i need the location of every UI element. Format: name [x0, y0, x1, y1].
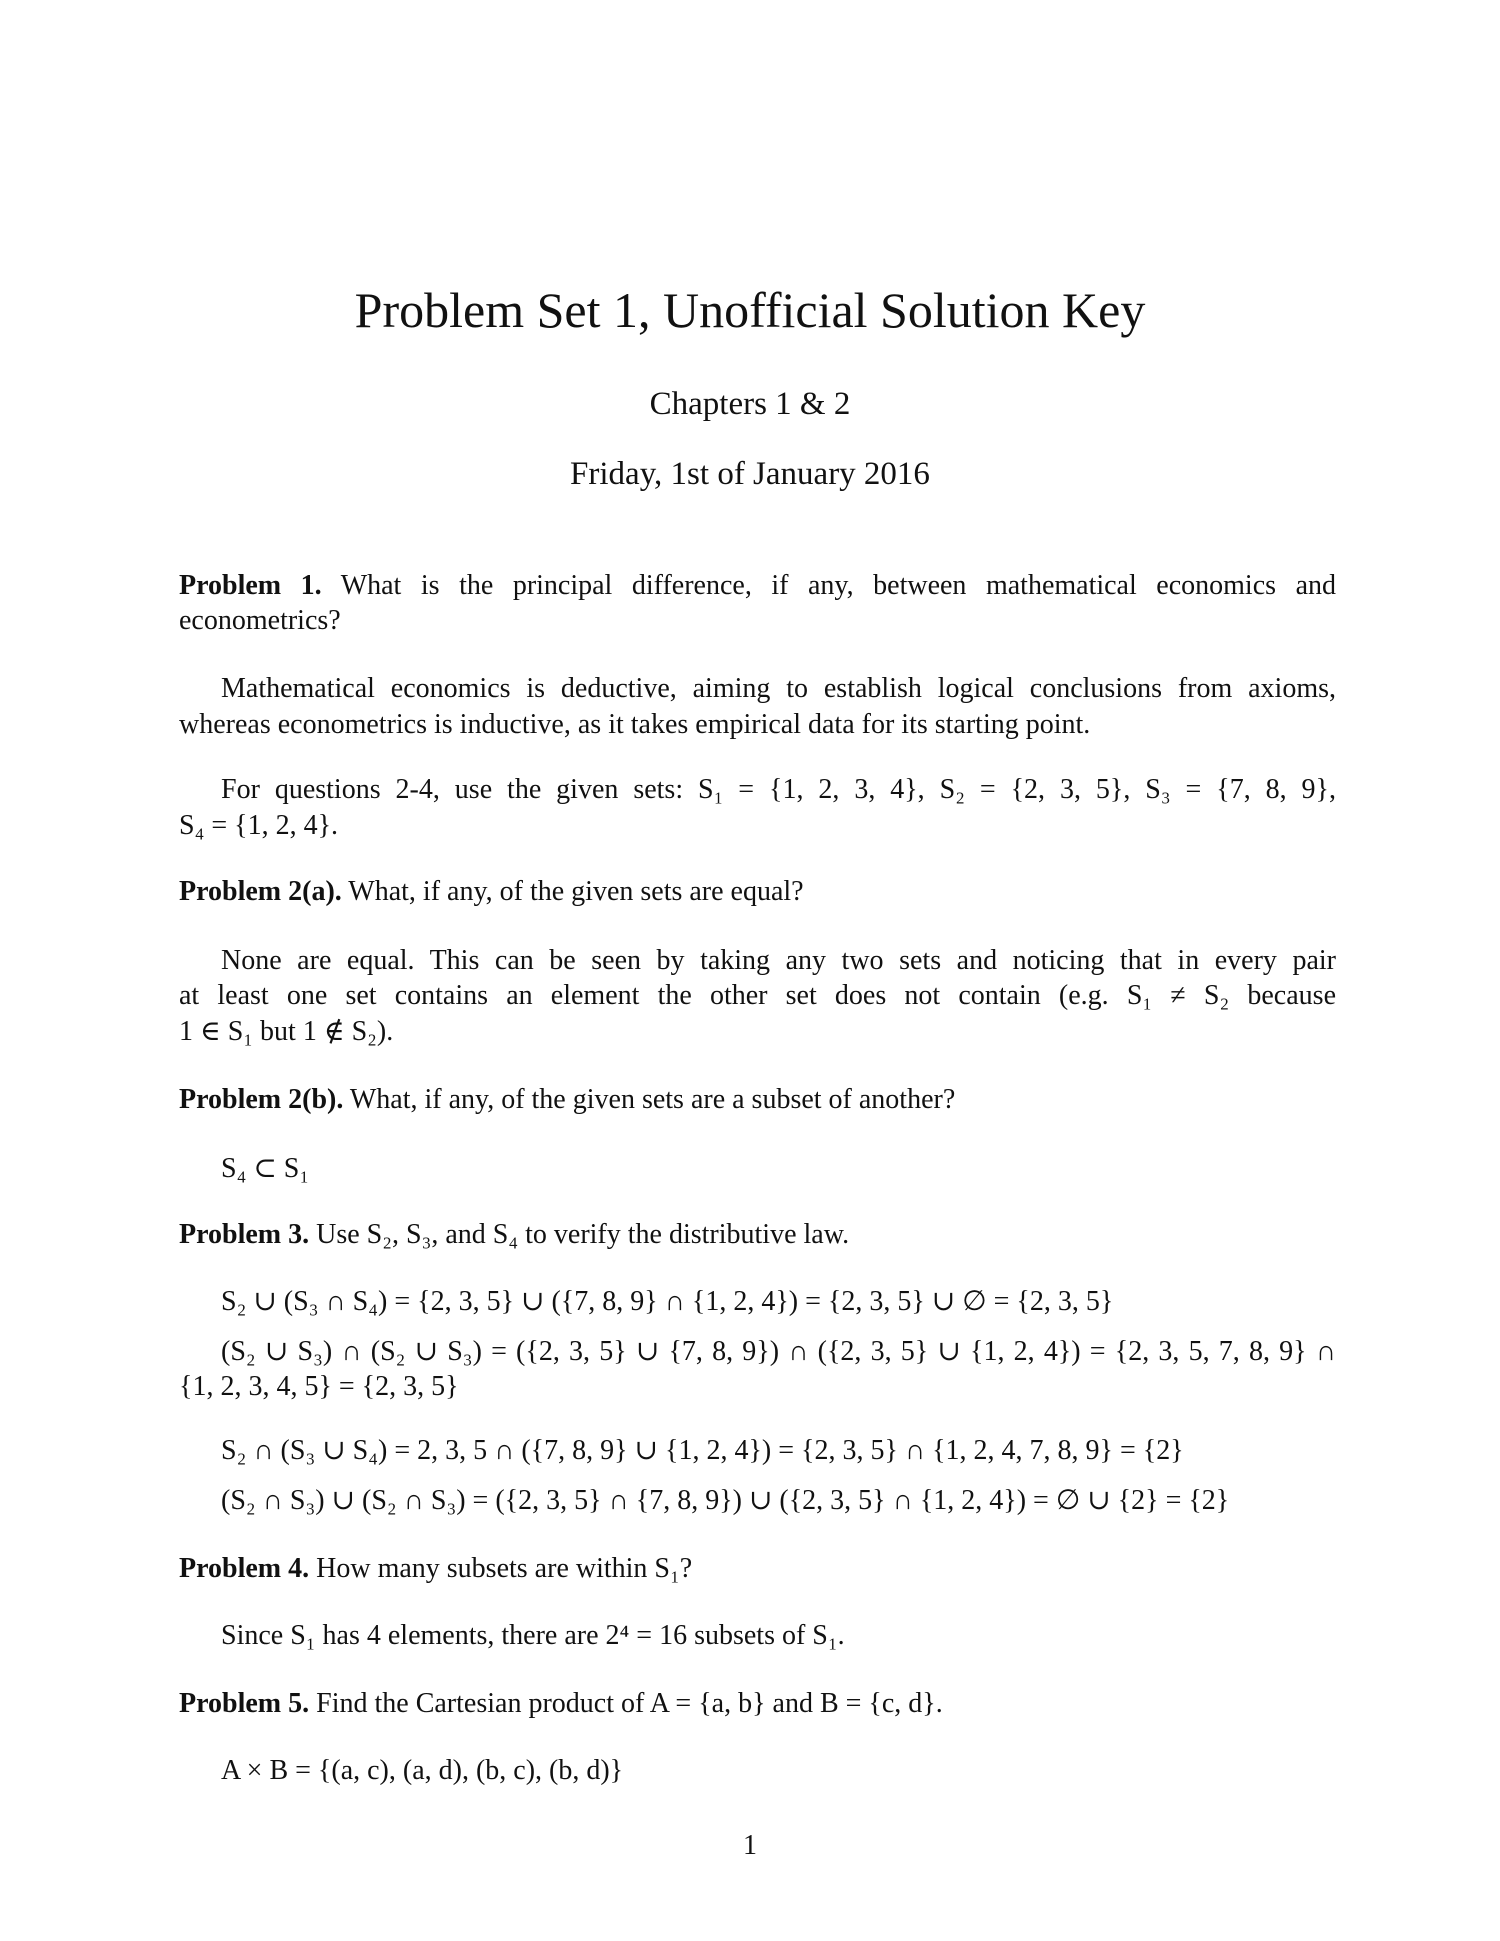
problem-5-question: [179, 1686, 1336, 1722]
document-subtitle: Chapters 1 & 2: [649, 386, 851, 422]
given-sets: For questions 2-4, use the given sets: S₁ = {1, 2, 3, 4}, S₂ = {2, 3, 5}, S₃ = {7, 8, 9},: [221, 774, 1336, 805]
question-text: What is the principal difference, if any, between mathematical economics and: [340, 570, 1336, 601]
answer-text: None are equal. This can be seen by taking any two sets and noticing that in every pair: [221, 945, 1336, 976]
equation: (S₂ ∪ S₃) ∩ (S₂ ∪ S₃) = ({2, 3, 5} ∪ {7, 8, 9}) ∩ ({2, 3, 5} ∪ {1, 2, 4}) = {2, 3, 5, 7, 8, 9} ∩: [221, 1336, 1336, 1367]
question-text: What, if any, of the given sets are equal?: [348, 876, 804, 907]
question-text: How many subsets are within S₁?: [316, 1553, 693, 1584]
problem-label: Problem 4.: [179, 1553, 310, 1584]
problem-1-question: [179, 568, 1336, 604]
problem-2a-question: [179, 874, 1336, 910]
question-text: econometrics?: [179, 605, 341, 636]
equation: S₂ ∪ (S₃ ∩ S₄) = {2, 3, 5} ∪ ({7, 8, 9} ∩ {1, 2, 4}) = {2, 3, 5} ∪ ∅ = {2, 3, 5}: [221, 1286, 1114, 1317]
question-text: Use S₂, S₃, and S₄ to verify the distributive law.: [316, 1219, 850, 1250]
answer-text: 1 ∈ S₁ but 1 ∉ S₂).: [179, 1016, 394, 1047]
question-text: What, if any, of the given sets are a subset of another?: [349, 1084, 956, 1115]
problem-label: Problem 2(a).: [179, 876, 342, 907]
equation: {1, 2, 3, 4, 5} = {2, 3, 5}: [179, 1371, 459, 1402]
equation: S₂ ∩ (S₃ ∪ S₄) = 2, 3, 5 ∩ ({7, 8, 9} ∪ {1, 2, 4}) = {2, 3, 5} ∩ {1, 2, 4, 7, 8, 9} = {2}: [221, 1435, 1184, 1466]
equation: (S₂ ∩ S₃) ∪ (S₂ ∩ S₃) = ({2, 3, 5} ∩ {7, 8, 9}) ∪ ({2, 3, 5} ∩ {1, 2, 4}) = ∅ ∪ {2} = {2}: [221, 1485, 1230, 1516]
problem-label: Problem 2(b).: [179, 1084, 344, 1115]
document-title: Problem Set 1, Unofficial Solution Key: [354, 282, 1146, 338]
answer-text: at least one set contains an element the other set does not contain (e.g. S₁ ≠ S₂ because: [179, 980, 1336, 1011]
given-sets: S₄ = {1, 2, 4}.: [179, 810, 339, 841]
problem-3-question: [179, 1217, 1336, 1253]
problem-label: Problem 5.: [179, 1688, 310, 1719]
problem-label: Problem 3.: [179, 1219, 310, 1250]
answer-text: Since S₁ has 4 elements, there are 2⁴ = 16 subsets of S₁.: [221, 1620, 845, 1651]
problem-4-question: [179, 1551, 1336, 1587]
page-number: 1: [743, 1830, 757, 1861]
answer-text: A × B = {(a, c), (a, d), (b, c), (b, d)}: [221, 1755, 624, 1786]
document-date: Friday, 1st of January 2016: [570, 456, 930, 492]
answer-text: Mathematical economics is deductive, aiming to establish logical conclusions from axioms,: [221, 673, 1336, 704]
question-text: Find the Cartesian product of A = {a, b} and B = {c, d}.: [316, 1688, 943, 1719]
answer-text: whereas econometrics is inductive, as it takes empirical data for its starting point.: [179, 709, 1091, 740]
problem-2b-question: [179, 1082, 1336, 1118]
answer-text: S₄ ⊂ S₁: [221, 1153, 310, 1184]
problem-label: Problem 1.: [179, 570, 322, 601]
